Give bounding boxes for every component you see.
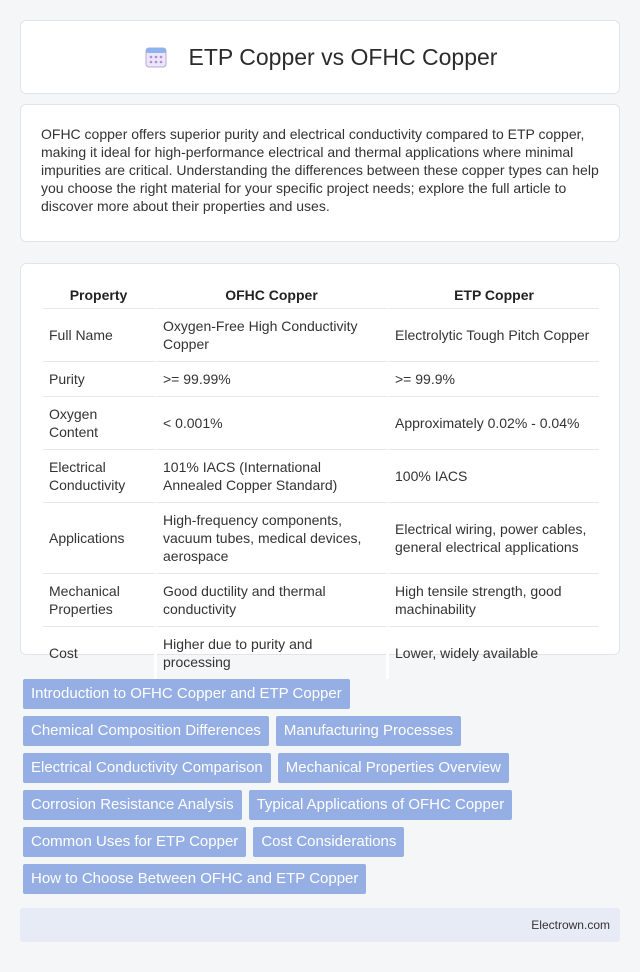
tag-corrosion-resistance[interactable]: Corrosion Resistance Analysis: [23, 790, 242, 820]
header-etp: ETP Copper: [389, 282, 599, 309]
tag-ofhc-applications[interactable]: Typical Applications of OFHC Copper: [249, 790, 513, 820]
tag-row: [23, 716, 623, 746]
table-cell: Electrolytic Tough Pitch Copper: [389, 309, 599, 362]
table-cell: Lower, widely available: [395, 645, 539, 661]
table-cell: Oxygen-Free High Conductivity Copper: [157, 309, 389, 362]
tag-cost-considerations[interactable]: Cost Considerations: [253, 827, 404, 857]
table-header-row: [43, 282, 599, 309]
topic-tags: [23, 679, 623, 901]
table-row: [43, 309, 599, 362]
table-cell: High-frequency components, vacuum tubes, medical devices, aerospace: [157, 503, 389, 574]
tag-chemical-composition[interactable]: Chemical Composition Differences: [23, 716, 269, 746]
table-cell: Full Name: [43, 309, 157, 362]
intro-text: OFHC copper offers superior purity and electrical conductivity compared to ETP copper, making it ideal for high-performance electrical and thermal applications where minimal impurities are critical. Understanding the differences between these copper types can help you choose the right material for your specific project needs; explore the full article to discover more about their properties and uses.: [41, 126, 599, 214]
header-ofhc: OFHC Copper: [157, 282, 389, 309]
tag-mechanical-properties[interactable]: Mechanical Properties Overview: [278, 753, 509, 783]
table-cell: < 0.001%: [157, 397, 389, 450]
table-row: [43, 450, 599, 503]
table-cell: >= 99.9%: [389, 362, 599, 397]
table-cell: 100% IACS: [389, 450, 599, 503]
tag-introduction[interactable]: Introduction to OFHC Copper and ETP Copper: [23, 679, 350, 709]
table-cell: Approximately 0.02% - 0.04%: [389, 397, 599, 450]
table-cell: Electrical Conductivity: [43, 450, 157, 503]
tag-etp-uses[interactable]: Common Uses for ETP Copper: [23, 827, 246, 857]
calendar-icon: [143, 44, 169, 70]
tag-row: [23, 790, 623, 820]
table-cell: >= 99.99%: [157, 362, 389, 397]
footer: [20, 908, 620, 942]
table-row: [43, 397, 599, 450]
comparison-table: [43, 282, 599, 679]
table-cell: Oxygen Content: [43, 397, 157, 450]
page-title: ETP Copper vs OFHC Copper: [188, 43, 498, 70]
tag-row: [23, 864, 623, 894]
table-cell: Mechanical Properties: [43, 574, 157, 627]
tag-how-to-choose[interactable]: How to Choose Between OFHC and ETP Copper: [23, 864, 366, 894]
table-cell: Higher due to purity and processing: [157, 627, 389, 679]
tag-manufacturing-processes[interactable]: Manufacturing Processes: [276, 716, 461, 746]
table-row: [43, 574, 599, 627]
tag-row: [23, 679, 623, 709]
header-property: Property: [43, 282, 157, 309]
table-cell: Cost: [43, 627, 157, 679]
table-cell: Applications: [43, 503, 157, 574]
tag-electrical-conductivity[interactable]: Electrical Conductivity Comparison: [23, 753, 271, 783]
table-cell: 101% IACS (International Annealed Copper Standard): [157, 450, 389, 503]
table-cell: Purity: [43, 362, 157, 397]
table-row: [43, 503, 599, 574]
table-row: [43, 362, 599, 397]
table-cell: Electrical wiring, power cables, general electrical applications: [389, 503, 599, 574]
table-cell: High tensile strength, good machinability: [389, 574, 599, 627]
comparison-table-card: [20, 263, 620, 670]
tag-row: [23, 827, 623, 857]
table-row: [43, 627, 599, 679]
title-card: [20, 20, 620, 94]
tag-row: [23, 753, 623, 783]
intro-card: [20, 104, 620, 242]
table-cell: Good ductility and thermal conductivity: [157, 574, 389, 627]
footer-site-link[interactable]: Electrown.com: [531, 918, 610, 932]
